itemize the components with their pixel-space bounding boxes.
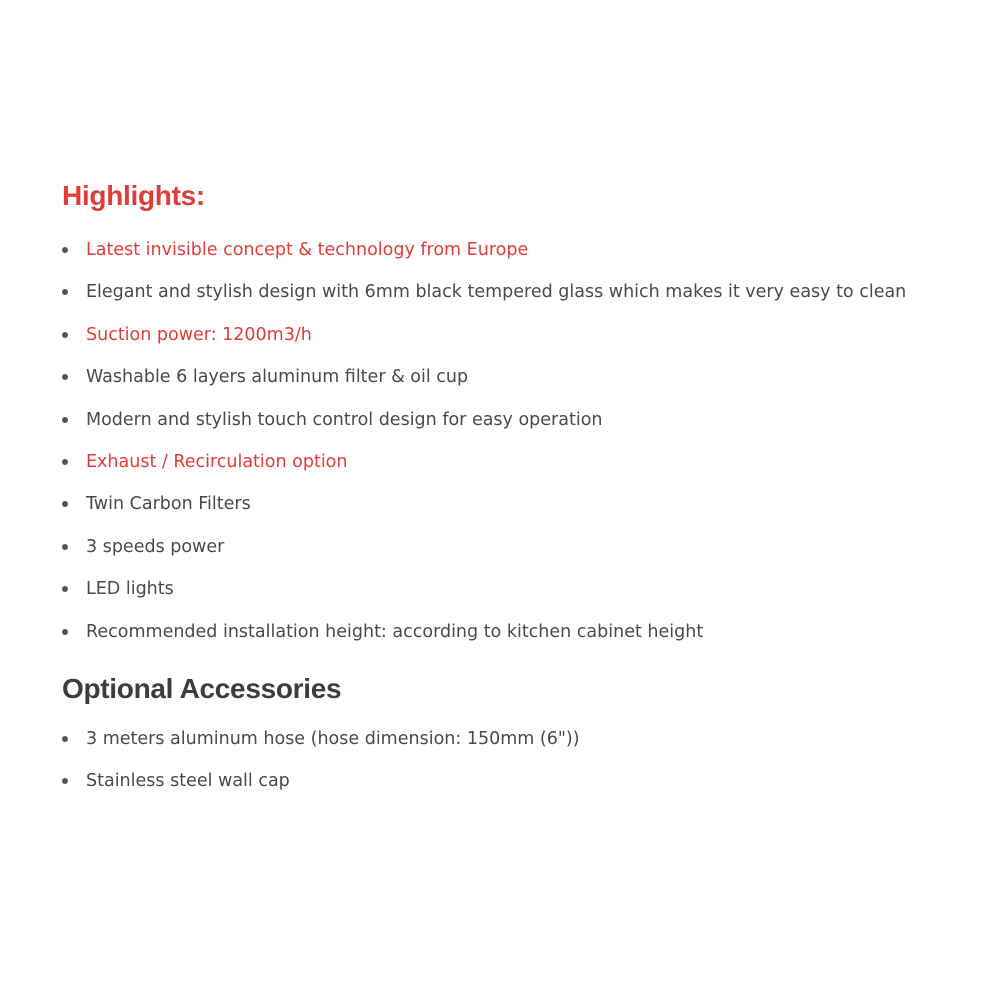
bullet-icon bbox=[62, 501, 68, 507]
highlight-item-text: LED lights bbox=[86, 579, 174, 600]
bullet-icon bbox=[62, 544, 68, 550]
accessory-item bbox=[62, 771, 992, 813]
highlight-item bbox=[62, 452, 992, 494]
highlight-item bbox=[62, 410, 992, 452]
product-description bbox=[62, 178, 992, 814]
highlight-item-text: Washable 6 layers aluminum filter & oil cup bbox=[86, 367, 469, 388]
optional-accessories-heading: Optional Accessories bbox=[62, 672, 342, 704]
accessory-item-text: Stainless steel wall cap bbox=[86, 771, 290, 792]
bullet-icon bbox=[62, 247, 68, 253]
accessory-item-text: 3 meters aluminum hose (hose dimension: 150mm (6")) bbox=[86, 728, 580, 749]
highlight-item-text: Elegant and stylish design with 6mm black tempered glass which makes it very easy to clean bbox=[86, 282, 907, 303]
highlight-item-text: Latest invisible concept & technology from Europe bbox=[86, 240, 529, 260]
highlight-item bbox=[62, 325, 992, 367]
bullet-icon bbox=[62, 289, 68, 295]
highlight-item bbox=[62, 494, 992, 536]
highlights-heading: Highlights: bbox=[62, 180, 205, 211]
highlight-item bbox=[62, 622, 992, 664]
bullet-icon bbox=[62, 778, 68, 784]
bullet-icon bbox=[62, 332, 68, 338]
highlight-item-text: 3 speeds power bbox=[86, 536, 225, 557]
bullet-icon bbox=[62, 629, 68, 635]
highlight-item-text: Twin Carbon Filters bbox=[86, 494, 251, 515]
highlight-item bbox=[62, 537, 992, 579]
bullet-icon bbox=[62, 374, 68, 380]
bullet-icon bbox=[62, 736, 68, 742]
highlight-item-text: Recommended installation height: according to kitchen cabinet height bbox=[86, 621, 704, 642]
bullet-icon bbox=[62, 586, 68, 592]
highlight-item-text: Exhaust / Recirculation option bbox=[86, 451, 348, 472]
accessory-item bbox=[62, 729, 992, 771]
highlight-item bbox=[62, 367, 992, 409]
bullet-icon bbox=[62, 459, 68, 465]
highlight-item-text: Suction power: 1200m3/h bbox=[86, 324, 312, 345]
highlight-item-text: Modern and stylish touch control design for easy operation bbox=[86, 409, 603, 430]
highlights-list bbox=[62, 240, 992, 664]
highlight-item bbox=[62, 282, 992, 324]
highlight-item bbox=[62, 240, 992, 282]
bullet-icon bbox=[62, 417, 68, 423]
highlight-item bbox=[62, 579, 992, 621]
accessories-list bbox=[62, 729, 992, 814]
